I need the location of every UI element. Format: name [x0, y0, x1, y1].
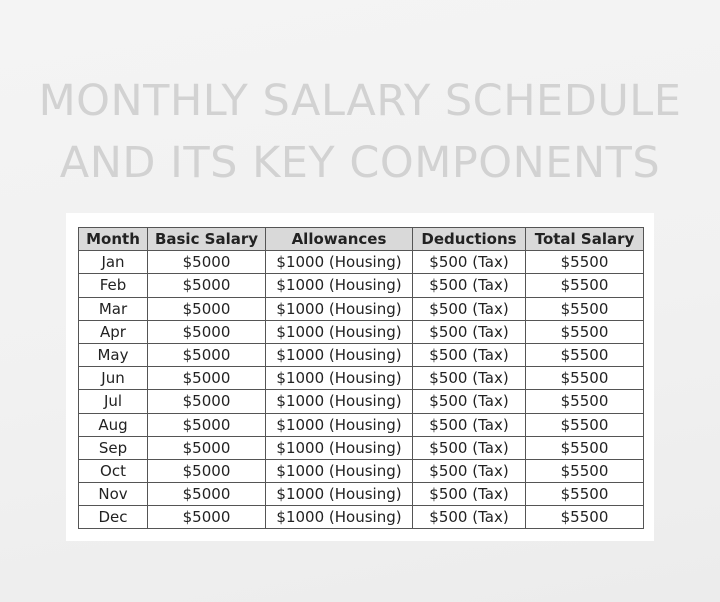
cell-allowances: $1000 (Housing) [266, 413, 413, 436]
cell-basic-salary: $5000 [148, 320, 266, 343]
cell-month: Nov [79, 483, 148, 506]
cell-allowances: $1000 (Housing) [266, 436, 413, 459]
cell-month: Jun [79, 367, 148, 390]
cell-deductions: $500 (Tax) [413, 297, 526, 320]
cell-total-salary: $5500 [526, 436, 644, 459]
cell-total-salary: $5500 [526, 274, 644, 297]
cell-allowances: $1000 (Housing) [266, 343, 413, 366]
cell-month: May [79, 343, 148, 366]
cell-allowances: $1000 (Housing) [266, 483, 413, 506]
header-total-salary: Total Salary [526, 228, 644, 251]
cell-deductions: $500 (Tax) [413, 251, 526, 274]
cell-month: Jul [79, 390, 148, 413]
table-row [79, 251, 644, 274]
header-allowances: Allowances [266, 228, 413, 251]
cell-total-salary: $5500 [526, 390, 644, 413]
cell-basic-salary: $5000 [148, 506, 266, 529]
cell-total-salary: $5500 [526, 251, 644, 274]
cell-basic-salary: $5000 [148, 251, 266, 274]
cell-allowances: $1000 (Housing) [266, 390, 413, 413]
cell-allowances: $1000 (Housing) [266, 459, 413, 482]
cell-allowances: $1000 (Housing) [266, 367, 413, 390]
cell-basic-salary: $5000 [148, 483, 266, 506]
salary-table [78, 227, 644, 529]
table-row [79, 320, 644, 343]
cell-total-salary: $5500 [526, 459, 644, 482]
table-row [79, 343, 644, 366]
cell-basic-salary: $5000 [148, 413, 266, 436]
cell-basic-salary: $5000 [148, 459, 266, 482]
table-row [79, 297, 644, 320]
cell-basic-salary: $5000 [148, 367, 266, 390]
cell-total-salary: $5500 [526, 367, 644, 390]
cell-deductions: $500 (Tax) [413, 367, 526, 390]
table-row [79, 413, 644, 436]
cell-total-salary: $5500 [526, 297, 644, 320]
page-title-line-2: AND ITS KEY COMPONENTS [59, 138, 661, 188]
cell-allowances: $1000 (Housing) [266, 274, 413, 297]
cell-month: Aug [79, 413, 148, 436]
cell-month: Feb [79, 274, 148, 297]
cell-deductions: $500 (Tax) [413, 436, 526, 459]
cell-month: Apr [79, 320, 148, 343]
table-card [66, 213, 654, 541]
table-row [79, 483, 644, 506]
table-row [79, 274, 644, 297]
cell-deductions: $500 (Tax) [413, 459, 526, 482]
cell-total-salary: $5500 [526, 343, 644, 366]
cell-deductions: $500 (Tax) [413, 320, 526, 343]
cell-deductions: $500 (Tax) [413, 506, 526, 529]
cell-deductions: $500 (Tax) [413, 413, 526, 436]
cell-deductions: $500 (Tax) [413, 274, 526, 297]
cell-month: Jan [79, 251, 148, 274]
table-row [79, 367, 644, 390]
cell-allowances: $1000 (Housing) [266, 251, 413, 274]
cell-basic-salary: $5000 [148, 343, 266, 366]
cell-basic-salary: $5000 [148, 390, 266, 413]
table-row [79, 390, 644, 413]
cell-deductions: $500 (Tax) [413, 483, 526, 506]
cell-deductions: $500 (Tax) [413, 343, 526, 366]
cell-basic-salary: $5000 [148, 274, 266, 297]
header-basic-salary: Basic Salary [148, 228, 266, 251]
cell-allowances: $1000 (Housing) [266, 506, 413, 529]
header-row [79, 228, 644, 251]
cell-total-salary: $5500 [526, 413, 644, 436]
cell-allowances: $1000 (Housing) [266, 320, 413, 343]
cell-total-salary: $5500 [526, 506, 644, 529]
table-row [79, 506, 644, 529]
cell-month: Dec [79, 506, 148, 529]
cell-month: Sep [79, 436, 148, 459]
cell-basic-salary: $5000 [148, 297, 266, 320]
cell-total-salary: $5500 [526, 320, 644, 343]
table-row [79, 459, 644, 482]
header-month: Month [79, 228, 148, 251]
header-deductions: Deductions [413, 228, 526, 251]
cell-month: Mar [79, 297, 148, 320]
cell-total-salary: $5500 [526, 483, 644, 506]
table-row [79, 436, 644, 459]
cell-basic-salary: $5000 [148, 436, 266, 459]
cell-deductions: $500 (Tax) [413, 390, 526, 413]
cell-allowances: $1000 (Housing) [266, 297, 413, 320]
table-body [79, 251, 644, 529]
cell-month: Oct [79, 459, 148, 482]
page-title-line-1: MONTHLY SALARY SCHEDULE [38, 76, 682, 126]
